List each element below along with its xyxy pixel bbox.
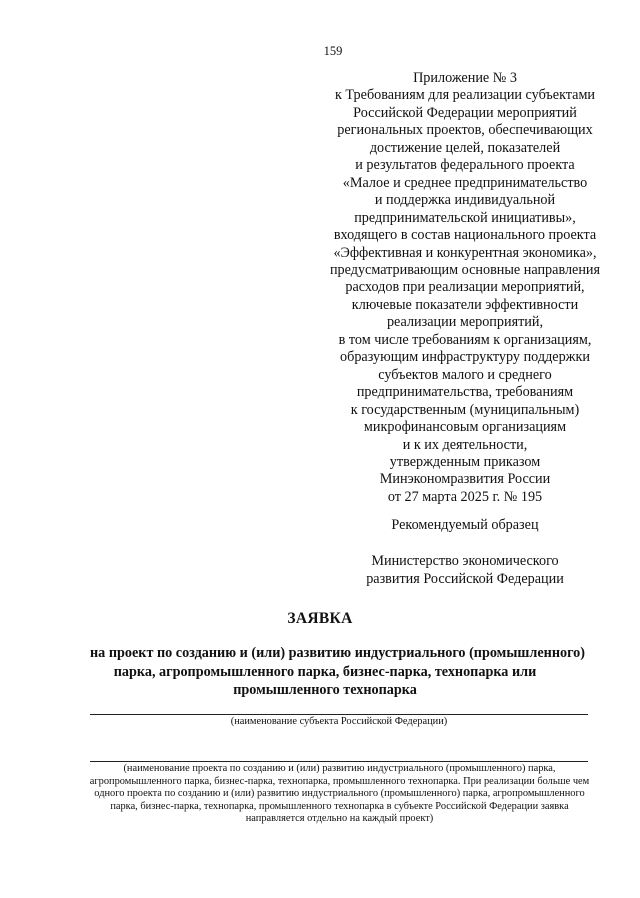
subtitle-line: на проект по созданию и (или) развитию индустриального (промышленного) (90, 645, 586, 661)
document-title: ЗАЯВКА (287, 610, 353, 627)
appendix-line: «Малое и среднее предпринимательство (342, 174, 588, 191)
appendix-line: входящего в состав национального проекта (333, 227, 597, 244)
appendix-line: Минэкономразвития России (379, 471, 551, 488)
appendix-line: образующим инфраструктуру поддержки (340, 349, 590, 366)
appendix-line: «Эффективная и конкурентная экономика», (333, 244, 597, 261)
appendix-line: и поддержка индивидуальной (374, 192, 556, 209)
appendix-line: Российской Федерации мероприятий (353, 104, 577, 121)
page-number: 159 (323, 44, 343, 58)
region-fill-line (90, 714, 588, 715)
appendix-header (300, 70, 630, 506)
project-caption-line: одного проекта по созданию и (или) развитию индустриального (промышленного) парка, агропромышленного (94, 788, 585, 800)
appendix-line: к Требованиям для реализации субъектами (334, 87, 596, 104)
appendix-line: достижение целей, показателей (369, 139, 561, 156)
appendix-line: микрофинансовым организациям (363, 419, 567, 436)
appendix-line: и результатов федерального проекта (355, 157, 575, 174)
recipient-block (300, 553, 630, 588)
appendix-line: от 27 марта 2025 г. № 195 (387, 488, 543, 505)
recipient-line: развития Российской Федерации (366, 570, 564, 587)
appendix-line: предпринимательства, требованиям (356, 384, 574, 401)
project-caption (82, 763, 597, 826)
appendix-line: расходов при реализации мероприятий, (345, 279, 585, 296)
appendix-line: предусматривающим основные направления (329, 261, 601, 278)
project-caption-line: (наименование проекта по созданию и (или) развитию индустриального (промышленного) парка, (123, 763, 556, 774)
appendix-line: субъектов малого и среднего (378, 366, 552, 383)
project-caption-line: парка, бизнес-парка, технопарка, промышленного технопарка в субъекте Российской Федерации заявка (110, 800, 569, 812)
appendix-line: ключевые показатели эффективности (351, 296, 579, 313)
subtitle-line: парка, агропромышленного парка, бизнес-парка, технопарка или (113, 663, 537, 680)
project-caption-line: агропромышленного парка, бизнес-парка, технопарка, промышленного технопарка. При реализации больше чем (89, 775, 590, 787)
appendix-line: предпринимательской инициативы», (354, 209, 576, 226)
sample-label: Рекомендуемый образец (391, 517, 539, 533)
appendix-line: к государственным (муниципальным) (350, 401, 580, 418)
appendix-line: утвержденным приказом (389, 453, 541, 470)
region-caption: (наименование субъекта Российской Федерации) (230, 716, 448, 727)
appendix-line: региональных проектов, обеспечивающих (337, 122, 593, 139)
project-fill-line (90, 761, 588, 762)
document-subtitle (90, 644, 586, 700)
appendix-line: и к их деятельности, (402, 436, 528, 453)
project-caption-line: направляется отдельно на каждый проект) (245, 813, 434, 825)
recipient-line: Министерство экономического (371, 553, 559, 569)
appendix-line: Приложение № 3 (413, 70, 517, 86)
appendix-line: реализации мероприятий, (386, 314, 544, 331)
appendix-line: в том числе требованиям к организациям, (338, 331, 592, 348)
subtitle-line: промышленного технопарка (233, 682, 417, 698)
